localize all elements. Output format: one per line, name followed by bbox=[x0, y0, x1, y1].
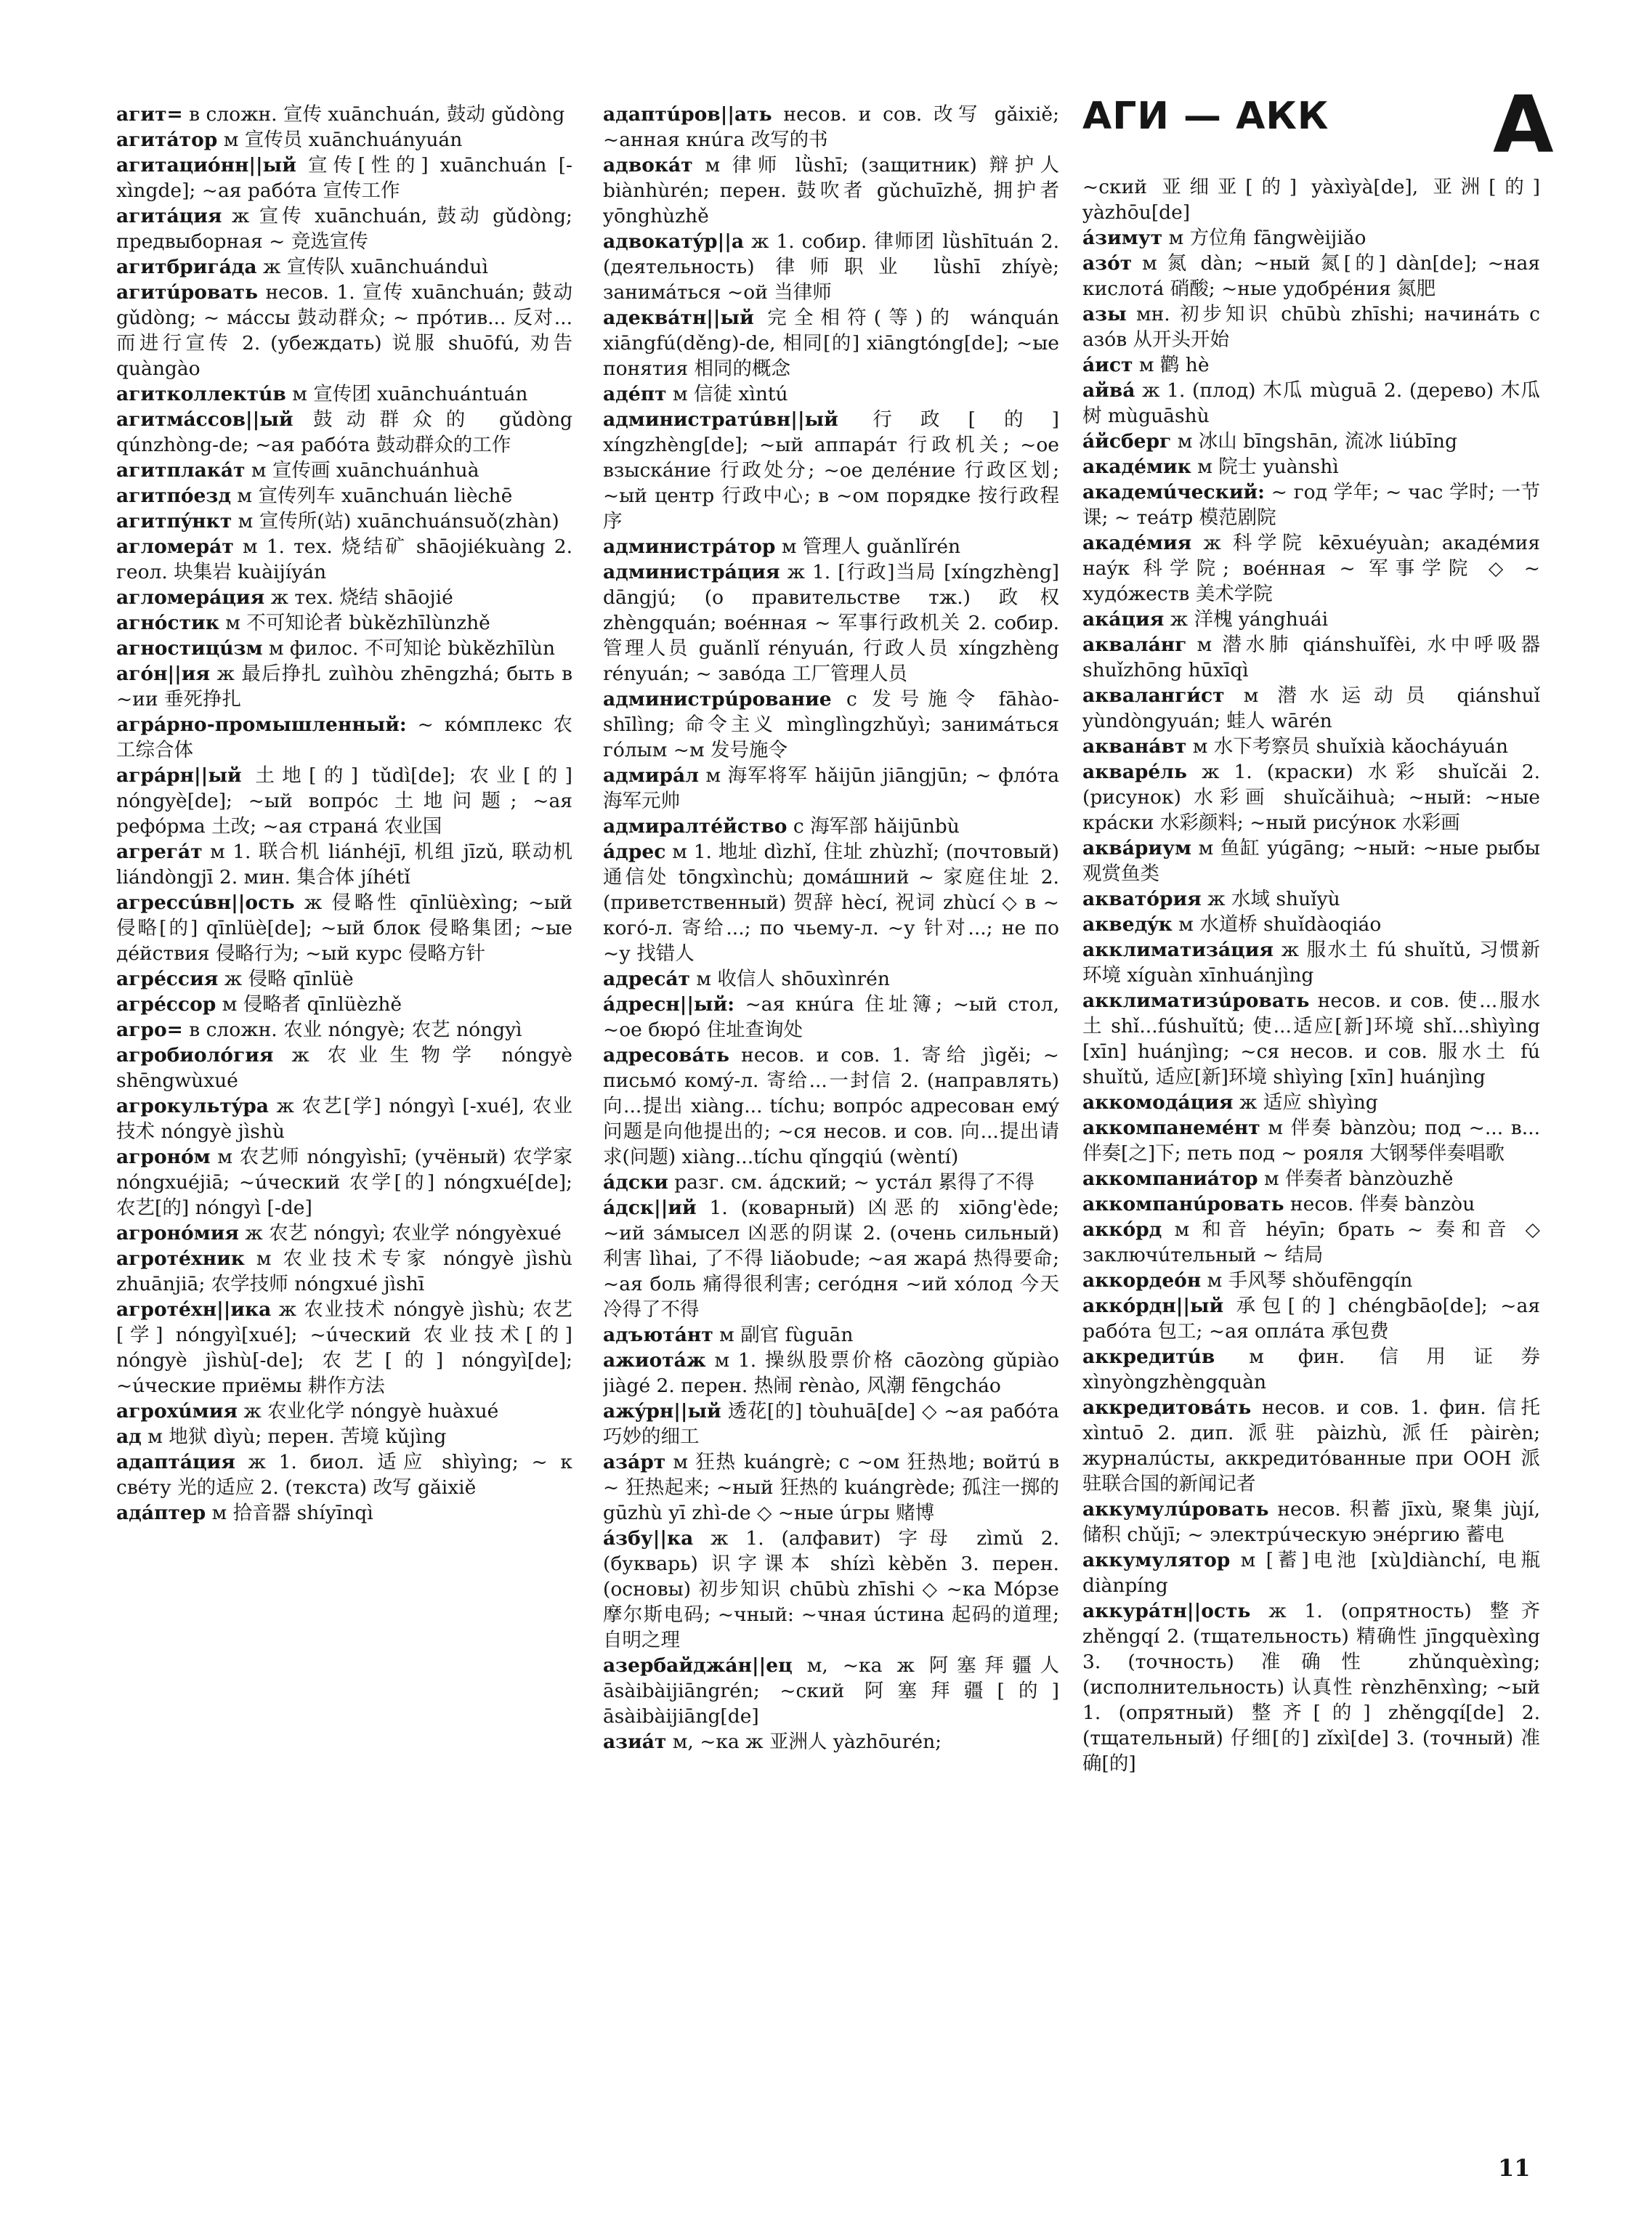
entry-headword: акклиматизáция bbox=[1082, 939, 1274, 961]
entry-definition: ~ год 学年; ~ час 学时; 一节课; ~ теáтр 模范剧院 bbox=[1082, 481, 1540, 529]
entry-definition: ж 宣传 xuānchuán, 鼓动 gǔdòng; предвыборная ~ 竞选宣传 bbox=[116, 205, 572, 253]
entry-headword: аквалáнг bbox=[1082, 634, 1187, 656]
entry-headword: акварéль bbox=[1082, 761, 1187, 783]
dictionary-entry bbox=[603, 229, 1059, 305]
dictionary-entry bbox=[116, 1297, 572, 1399]
entry-headword: азы bbox=[1082, 303, 1127, 325]
dictionary-entry bbox=[603, 407, 1059, 534]
entry-definition: несов. и сов. 1. фин. 信托 xìntuō 2. дип. 派驻 pàizhù, 派任 pàirèn; журналúсты, аккредитóванные при ООН 派驻联合国的新闻记者 bbox=[1082, 1396, 1540, 1495]
dictionary-entry bbox=[1082, 480, 1540, 530]
dictionary-entry bbox=[116, 1043, 572, 1093]
entry-headword: агностицúзм bbox=[116, 637, 263, 660]
dictionary-entry bbox=[1082, 429, 1540, 454]
entry-definition: м 农艺师 nóngyìshī; (учёный) 农学家 nóngxuéjiā; ~úческий 农学[的] nóngxué[de]; 农艺[的] nóngyì [-de] bbox=[116, 1146, 572, 1219]
entry-definition: ж 1. (плод) 木瓜 mùguā 2. (дерево) 木瓜树 mùguāshù bbox=[1082, 379, 1540, 427]
entry-definition: м 潜水肺 qiánshuǐfèi, 水中呼吸器 shuǐzhōng hūxīqì bbox=[1082, 634, 1540, 681]
dictionary-entry bbox=[603, 102, 1059, 153]
dictionary-entry bbox=[603, 1170, 1059, 1195]
entry-headword: агитпóезд bbox=[116, 485, 231, 507]
dictionary-entry bbox=[116, 992, 572, 1017]
dictionary-entry bbox=[603, 687, 1059, 763]
dictionary-entry bbox=[116, 610, 572, 636]
dictionary-entry bbox=[603, 966, 1059, 992]
dictionary-entry bbox=[116, 127, 572, 153]
dictionary-entry bbox=[1082, 378, 1540, 429]
entry-headword: агитáция bbox=[116, 205, 222, 227]
entry-definition: м 律师 lǜshī; (защитник) 辩护人 biànhùrén; перен. 鼓吹者 gǔchuīzhě, 拥护者 yōnghùzhě bbox=[603, 154, 1059, 227]
dictionary-entry bbox=[1082, 759, 1540, 836]
dictionary-entry bbox=[1082, 1293, 1540, 1344]
entry-definition: ж 侵略 qīnlüè bbox=[218, 968, 354, 990]
entry-definition: м [蓄]电池 [xù]diànchí, 电瓶 diànpíng bbox=[1082, 1549, 1540, 1597]
entry-headword: агробиолóгия bbox=[116, 1044, 274, 1067]
entry-headword: агитплакáт bbox=[116, 459, 246, 482]
entry-definition: несов. и сов. 使...服水土 shǐ...fúshuǐtǔ; 使...适应[新]环境 shǐ...shìyìng [xīn] huánjìng; ~ся несов. и сов. 服水土 fú shuǐtǔ, 适应[新]环境 shìyìng [xīn] huánjìng bbox=[1082, 990, 1540, 1088]
dictionary-entry bbox=[1082, 302, 1540, 352]
entry-headword: агрохúмия bbox=[116, 1400, 238, 1423]
dictionary-entry bbox=[1082, 454, 1540, 480]
dictionary-entry bbox=[116, 1246, 572, 1297]
entry-definition: в сложн. 宣传 xuānchuán, 鼓动 gǔdòng bbox=[182, 103, 565, 126]
dictionary-entry bbox=[1082, 1166, 1540, 1192]
entry-headword: аккомпанúровать bbox=[1082, 1193, 1284, 1215]
dictionary-entry bbox=[603, 1195, 1059, 1322]
entry-headword: áйсберг bbox=[1082, 430, 1172, 453]
dictionary-entry bbox=[1082, 225, 1540, 251]
entry-headword: агóн||ия bbox=[116, 663, 210, 685]
dictionary-entry bbox=[116, 407, 572, 458]
dictionary-entry bbox=[116, 381, 572, 407]
entry-definition: м 鱼缸 yúgāng; ~ный: ~ные рыбы 观赏鱼类 bbox=[1082, 837, 1540, 885]
entry-headword: ажиотáж bbox=[603, 1349, 706, 1372]
entry-headword: азербайджáн||ец bbox=[603, 1654, 793, 1677]
dictionary-entry bbox=[1082, 1115, 1540, 1166]
entry-headword: агитáтор bbox=[116, 129, 218, 151]
entry-definition: 土地[的] tǔdì[de]; 农业[的] nóngyè[de]; ~ый вопрóс 土地问题; ~ая рефóрма 土改; ~ая странá 农业国 bbox=[116, 764, 572, 838]
entry-definition: ~ая кнúга 住址簿; ~ый стол, ~ое бюрó 住址查询处 bbox=[603, 993, 1059, 1041]
entry-headword: акклиматизúровать bbox=[1082, 990, 1310, 1012]
dictionary-entry bbox=[116, 153, 572, 203]
entry-headword: адáптер bbox=[116, 1502, 206, 1524]
dictionary-entry bbox=[116, 712, 572, 763]
dictionary-entry bbox=[1082, 1548, 1540, 1598]
entry-definition: м 水下考察员 shuǐxià kǎocháyuán bbox=[1186, 735, 1508, 758]
dictionary-entry bbox=[1082, 632, 1540, 683]
dictionary-entry bbox=[603, 1653, 1059, 1729]
dictionary-entry bbox=[603, 839, 1059, 966]
entry-headword: адéпт bbox=[603, 383, 667, 405]
entry-headword: аккордеóн bbox=[1082, 1269, 1202, 1292]
entry-definition: м 收信人 shōuxìnrén bbox=[689, 968, 890, 990]
entry-headword: áист bbox=[1082, 354, 1133, 376]
entry-headword: администрáтор bbox=[603, 535, 776, 558]
entry-definition: м 鹳 hè bbox=[1133, 354, 1210, 376]
entry-headword: адресáт bbox=[603, 968, 690, 990]
entry-headword: агит= bbox=[116, 103, 183, 126]
entry-definition: м 不可知论者 bùkězhīlùnzhě bbox=[219, 612, 490, 634]
entry-headword: академúческий: bbox=[1082, 481, 1265, 503]
dictionary-column-2 bbox=[603, 102, 1059, 2172]
entry-definition: ж 宣传队 xuānchuánduì bbox=[256, 256, 488, 278]
entry-definition: м 宣传员 xuānchuányuán bbox=[217, 129, 463, 151]
entry-headword: áзбу||ка bbox=[603, 1527, 694, 1550]
entry-headword: агрокультýра bbox=[116, 1095, 269, 1117]
entry-definition: ~ кóмплекс 农工综合体 bbox=[116, 713, 572, 761]
entry-definition: м 潜水运动员 qiánshuǐ yùndòngyuán; 蛙人 wārén bbox=[1082, 684, 1540, 732]
dictionary-entry bbox=[603, 1449, 1059, 1526]
entry-definition: м 宣传所(站) xuānchuánsuǒ(zhàn) bbox=[232, 510, 559, 533]
dictionary-entry bbox=[603, 1322, 1059, 1348]
dictionary-entry bbox=[116, 534, 572, 585]
entry-headword: агнóстик bbox=[116, 612, 219, 634]
entry-headword: агломерáт bbox=[116, 535, 234, 558]
entry-headword: ажýрн||ый bbox=[603, 1400, 721, 1423]
dictionary-entry bbox=[116, 483, 572, 509]
entry-headword: агрáрн||ый bbox=[116, 764, 242, 787]
entry-headword: азáрт bbox=[603, 1451, 666, 1473]
entry-headword: адмирáл bbox=[603, 764, 699, 787]
entry-headword: агитбригáда bbox=[116, 256, 257, 278]
entry-definition: м, ~ка ж 亚洲人 yàzhōurén; bbox=[666, 1731, 942, 1753]
entry-headword: áдски bbox=[603, 1171, 668, 1194]
entry-headword: адъютáнт bbox=[603, 1324, 713, 1346]
dictionary-entry bbox=[116, 585, 572, 610]
entry-headword: аккумулúровать bbox=[1082, 1498, 1269, 1521]
entry-definition: ж 1. собир. 律师团 lǜshītuán 2. (деятельность) 律师职业 lǜshī zhíyè; занимáться ~ой 当律师 bbox=[603, 230, 1059, 304]
dictionary-entry bbox=[1082, 1217, 1540, 1268]
dictionary-entry bbox=[1082, 1192, 1540, 1217]
entry-headword: аккомпаниáтор bbox=[1082, 1168, 1258, 1190]
entry-headword: акванáвт bbox=[1082, 735, 1187, 758]
entry-definition: ж 农业生物学 nóngyè shēngwùxué bbox=[116, 1044, 572, 1092]
dictionary-entry bbox=[1082, 607, 1540, 632]
dictionary-entry bbox=[116, 839, 572, 890]
entry-headword: азóт bbox=[1082, 252, 1133, 275]
entry-definition: 1. (коварный) 凶恶的 xiōng'ède; ~ий зáмысел 凶恶的阴谋 2. (очень сильный) 利害 lìhai, 了不得 liǎobude; ~ая жарá 热得要命; ~ая боль 痛得很利害; сегóдня ~ий хóлод 今天冷得了不得 bbox=[603, 1197, 1059, 1321]
dictionary-entry bbox=[116, 661, 572, 712]
entry-headword: аквáриум bbox=[1082, 837, 1192, 859]
dictionary-entry bbox=[603, 153, 1059, 229]
dictionary-entry bbox=[603, 1043, 1059, 1170]
entry-definition: м 冰山 bīngshān, 流冰 liúbīng bbox=[1171, 430, 1457, 453]
entry-definition: несов. и сов. 1. 寄给 jìgěi; ~ письмó комý-л. 寄给...一封信 2. (направлять) 向...提出 xiàng... tíchu; вопрóс адресован емý 问题是向他提出的; ~ся несов. и сов. 向...提出请求(问题) xiàng...tíchu qǐngqiú (wèntí) bbox=[603, 1044, 1059, 1168]
entry-definition: 承包[的] chéngbāo[de]; ~ая рабóта 包工; ~ая оплáта 承包费 bbox=[1082, 1295, 1540, 1343]
entry-definition: ж 1. биол. 适应 shìyìng; ~ к свéту 光的适应 2. (текста) 改写 gǎixiě bbox=[116, 1451, 572, 1499]
dictionary-entry bbox=[603, 814, 1059, 839]
entry-headword: адеквáтн||ый bbox=[603, 307, 754, 329]
entry-definition: в сложн. 农业 nóngyè; 农艺 nóngyì bbox=[182, 1019, 522, 1041]
entry-definition: ж 1. [行政]当局 [xíngzhèng] dāngjú; (о правительстве тж.) 政权 zhèngquán; воéнная ~ 军事行政机关 2. собир. 管理人员 guǎnlǐ rényuán, 行政人员 xíngzhèng rényuán; ~ завóда 工厂管理人员 bbox=[603, 561, 1059, 685]
entry-definition: ж 农艺[学] nóngyì [-xué], 农业技术 nóngyè jìshù bbox=[116, 1095, 572, 1143]
entry-headword: аккурáтн||ость bbox=[1082, 1600, 1251, 1622]
dictionary-entry bbox=[1082, 174, 1540, 225]
running-head-range: АГИ — АКК bbox=[1082, 94, 1329, 138]
entry-headword: адаптáция bbox=[116, 1451, 235, 1473]
entry-headword: администратúвн||ый bbox=[603, 408, 838, 431]
dictionary-entry bbox=[1082, 1344, 1540, 1395]
dictionary-entry bbox=[116, 1399, 572, 1424]
dictionary-entry bbox=[116, 966, 572, 992]
entry-definition: с 发号施令 fāhào-shīlìng; 命令主义 mìnglìngzhǔyì; занимáться гóлым ~м 发号施令 bbox=[603, 688, 1059, 761]
dictionary-entry bbox=[116, 509, 572, 534]
entry-definition: ж 农艺 nóngyì; 农业学 nóngyèxué bbox=[238, 1222, 562, 1245]
entry-headword: адвокáт bbox=[603, 154, 693, 177]
entry-headword: адвокатýр||а bbox=[603, 230, 745, 253]
entry-headword: аккомпанемéнт bbox=[1082, 1117, 1260, 1139]
entry-definition: м фин. 信用证券 xìnyòngzhèngquàn bbox=[1082, 1346, 1540, 1393]
entry-definition: ж 农业技术 nóngyè jìshù; 农艺[学] nóngyì[xué]; ~úческий 农业技术[的] nóngyè jìshù[-de]; 农艺[的] nóngyì[de]; ~úческие приёмы 耕作方法 bbox=[116, 1298, 572, 1397]
dictionary-entry bbox=[116, 458, 572, 483]
entry-headword: áдск||ий bbox=[603, 1197, 697, 1219]
dictionary-entry bbox=[116, 636, 572, 661]
entry-headword: акведýк bbox=[1082, 913, 1173, 936]
entry-definition: м 1. тех. 烧结矿 shāojiékuàng 2. геол. 块集岩 kuàijíyán bbox=[116, 535, 572, 583]
entry-definition: 完全相符(等)的 wánquán xiāngfú(děng)-de, 相同[的] xiāngtóng[de]; ~ые понятия 相同的概念 bbox=[603, 307, 1059, 380]
entry-definition: ж 侵略性 qīnlüèxìng; ~ый 侵略[的] qīnlüè[de]; ~ый блок 侵略集团; ~ые дéйствия 侵略行为; ~ый курс 侵略方针 bbox=[116, 891, 572, 965]
entry-headword: агитпýнкт bbox=[116, 510, 232, 533]
entry-headword: акадéмик bbox=[1082, 456, 1191, 478]
dictionary-entry bbox=[116, 280, 572, 381]
dictionary-entry bbox=[1082, 988, 1540, 1090]
entry-headword: агитколлектúв bbox=[116, 383, 286, 405]
section-letter: А bbox=[1493, 80, 1554, 171]
entry-definition: м 拾音器 shíyīnqì bbox=[206, 1502, 373, 1524]
entry-headword: агрéссор bbox=[116, 993, 216, 1016]
entry-definition: м 1. 地址 dìzhǐ, 住址 zhùzhǐ; (почтовый) 通信处 tōngxìnchù; домáшний ~ 家庭住址 2. (приветственный) 贺辞 hècí, 祝词 zhùcí ◇ в ~ когó-л. 寄给...; по чьему-л. ~у 针对...; не по ~у 找错人 bbox=[603, 841, 1059, 965]
entry-definition: м 院士 yuànshì bbox=[1191, 456, 1339, 478]
dictionary-entry bbox=[603, 534, 1059, 559]
dictionary-entry bbox=[116, 1093, 572, 1144]
entry-headword: агротéхн||ика bbox=[116, 1298, 272, 1321]
entry-definition: м филос. 不可知论 bùkězhīlùn bbox=[262, 637, 556, 660]
dictionary-column-3 bbox=[1082, 174, 1540, 2169]
dictionary-entry bbox=[1082, 530, 1540, 607]
entry-headword: агронóмия bbox=[116, 1222, 239, 1245]
entry-definition: несов. 积蓄 jīxù, 聚集 jùjí, 储积 chǔjī; ~ электрúческую энéргию 蓄电 bbox=[1082, 1498, 1540, 1546]
entry-definition: 行政[的] xíngzhèng[de]; ~ый аппарáт 行政机关; ~ое взыскáние 行政处分; ~ое делéние 行政区划; ~ый центр 行政中心; в ~ом порядке 按行政程序 bbox=[603, 408, 1059, 533]
entry-definition: 透花[的] tòuhuā[de] ◇ ~ая рабóта 巧妙的细工 bbox=[603, 1400, 1059, 1448]
entry-headword: адаптúров||ать bbox=[603, 103, 772, 126]
dictionary-entry bbox=[116, 890, 572, 966]
dictionary-entry bbox=[1082, 1090, 1540, 1115]
dictionary-column-1 bbox=[116, 102, 572, 2172]
entry-definition: м 副官 fùguān bbox=[713, 1324, 854, 1346]
entry-headword: áдрес bbox=[603, 841, 666, 863]
entry-definition: несов. 伴奏 bànzòu bbox=[1284, 1193, 1475, 1215]
entry-definition: м, ~ка ж 阿塞拜疆人 āsàibàijiāngrén; ~ский 阿塞拜疆[的] āsàibàijiāng[de] bbox=[603, 1654, 1059, 1728]
dictionary-entry bbox=[1082, 1395, 1540, 1497]
entry-definition: несов. и сов. 改写 gǎixiě; ~анная кнúга 改写的书 bbox=[603, 103, 1059, 151]
entry-headword: áдресн||ый: bbox=[603, 993, 735, 1016]
entry-definition: ж 农业化学 nóngyè huàxué bbox=[237, 1400, 499, 1423]
entry-definition: м 水道桥 shuǐdàoqiáo bbox=[1172, 913, 1382, 936]
entry-definition: м 和音 héyīn; брать ~ 奏和音 ◇ заключúтельный ~ 结局 bbox=[1082, 1218, 1540, 1266]
entry-definition: ~ский 亚细亚[的] yàxìyà[de], 亚洲[的] yàzhōu[de] bbox=[1082, 176, 1540, 224]
entry-headword: адресовáть bbox=[603, 1044, 730, 1067]
entry-definition: м 方位角 fāngwèijiǎo bbox=[1162, 227, 1366, 249]
entry-definition: ж 洋槐 yánghuái bbox=[1164, 608, 1329, 631]
entry-definition: м 1. 操纵股票价格 cāozòng gǔpiào jiàgé 2. перен. 热闹 rènào, 风潮 fēngcháo bbox=[603, 1349, 1059, 1397]
entry-definition: м 手风琴 shǒufēngqín bbox=[1201, 1269, 1413, 1292]
entry-definition: разг. см. áдский; ~ устáл 累得了不得 bbox=[668, 1171, 1034, 1194]
entry-definition: м 侵略者 qīnlüèzhě bbox=[216, 993, 402, 1016]
dictionary-entry bbox=[116, 203, 572, 254]
entry-definition: м 狂热 kuángrè; с ~ом 狂热地; войтú в ~ 狂热起来; ~ный 狂热的 kuángrède; 孤注一掷的 gūzhù yī zhì-de ◇ ~ные úгры 赌博 bbox=[603, 1451, 1059, 1524]
dictionary-entry bbox=[1082, 1268, 1540, 1293]
entry-headword: агрéссия bbox=[116, 968, 219, 990]
entry-headword: аккумулятор bbox=[1082, 1549, 1231, 1571]
dictionary-entry bbox=[1082, 886, 1540, 912]
entry-headword: агитúровать bbox=[116, 281, 258, 304]
entry-definition: ж 1. (краски) 水彩 shuǐcǎi 2. (рисунок) 水彩画 shuǐcǎihuà; ~ный: ~ные крáски 水彩颜料; ~ный рисýнок 水彩画 bbox=[1082, 761, 1540, 834]
entry-definition: м 宣传列车 xuānchuán lièchē bbox=[231, 485, 513, 507]
entry-headword: акадéмия bbox=[1082, 532, 1192, 554]
dictionary-entry bbox=[603, 1399, 1059, 1449]
entry-headword: агитациóнн||ый bbox=[116, 154, 296, 177]
dictionary-entry bbox=[1082, 937, 1540, 988]
entry-headword: агрегáт bbox=[116, 841, 203, 863]
entry-headword: агро= bbox=[116, 1019, 183, 1041]
entry-definition: несов. 1. 宣传 xuānchuán; 鼓动 gǔdòng; ~ мáссы 鼓动群众; ~ прóтив... 反对...而进行宣传 2. (убеждать) 说服 shuōfú, 劝告 quàngào bbox=[116, 281, 572, 380]
entry-headword: аккóрд bbox=[1082, 1218, 1162, 1241]
dictionary-entry bbox=[116, 1500, 572, 1526]
entry-headword: ад bbox=[116, 1425, 142, 1448]
dictionary-entry bbox=[603, 559, 1059, 687]
dictionary-entry bbox=[1082, 251, 1540, 302]
entry-headword: акватóрия bbox=[1082, 888, 1202, 910]
entry-definition: ж 服水土 fú shuǐtǔ, 习惯新环境 xíguàn xīnhuánjìng bbox=[1082, 939, 1540, 987]
entry-definition: ж 最后挣扎 zuìhòu zhēngzhá; быть в ~ии 垂死挣扎 bbox=[116, 663, 572, 711]
entry-definition: м 宣传团 xuānchuántuán bbox=[286, 383, 528, 405]
entry-definition: м 地狱 dìyù; перен. 苦境 kǔjìng bbox=[141, 1425, 447, 1448]
entry-headword: агрáрно-промышленный: bbox=[116, 713, 407, 736]
entry-headword: áзимут bbox=[1082, 227, 1163, 249]
entry-headword: агронóм bbox=[116, 1146, 211, 1168]
entry-definition: ж 1. (опрятность) 整齐 zhěngqí 2. (тщательность) 精确性 jīngquèxìng 3. (точность) 准确性 zhǔnquèxìng; (исполнительность) 认真性 rènzhēnxìng; ~ый 1. (опрятный) 整齐[的] zhěngqí[de] 2. (тщательный) 仔细[的] zǐxì[de] 3. (точный) 准确[的] bbox=[1082, 1600, 1540, 1775]
entry-definition: ж 适应 shìyìng bbox=[1233, 1091, 1378, 1114]
dictionary-entry bbox=[116, 1424, 572, 1449]
entry-headword: администрáция bbox=[603, 561, 780, 583]
dictionary-entry bbox=[603, 305, 1059, 381]
dictionary-entry bbox=[1082, 1598, 1540, 1776]
dictionary-entry bbox=[603, 1348, 1059, 1399]
entry-headword: администрúрование bbox=[603, 688, 832, 711]
dictionary-entry bbox=[116, 1017, 572, 1043]
entry-definition: м 信徒 xìntú bbox=[666, 383, 788, 405]
entry-definition: м 氮 dàn; ~ный 氮[的] dàn[de]; ~ная кислотá 硝酸; ~ные удобрéния 氮肥 bbox=[1082, 252, 1540, 300]
dictionary-entry bbox=[116, 1221, 572, 1246]
entry-headword: аккомодáция bbox=[1082, 1091, 1234, 1114]
dictionary-entry bbox=[603, 1526, 1059, 1653]
entry-definition: 宣传[性的] xuānchuán [-xìngde]; ~ая рабóта 宣传工作 bbox=[116, 154, 572, 202]
entry-headword: агитмáссов||ый bbox=[116, 408, 293, 431]
entry-definition: ж 1. (алфавит) 字母 zìmǔ 2. (букварь) 识字课本 shízì kèběn 3. перен. (основы) 初步知识 chūbù zhīshi ◇ ~ка Мóрзе 摩尔斯电码; ~чный: ~чная úстина 起码的道理; 自明之理 bbox=[603, 1527, 1059, 1651]
dictionary-entry bbox=[116, 1449, 572, 1500]
entry-headword: агломерáция bbox=[116, 586, 265, 609]
entry-definition: м 农业技术专家 nóngyè jìshù zhuānjiā; 农学技师 nóngxué jìshī bbox=[116, 1247, 572, 1295]
entry-definition: ж 科学院 kēxuéyuàn; акадéмия наýк 科学院; воéнная ~ 军事学院 ◇ ~ худóжеств 美术学院 bbox=[1082, 532, 1540, 605]
entry-definition: м 宣传画 xuānchuánhuà bbox=[245, 459, 479, 482]
dictionary-entry bbox=[1082, 836, 1540, 886]
dictionary-entry bbox=[116, 102, 572, 127]
dictionary-entry bbox=[603, 381, 1059, 407]
entry-headword: акáция bbox=[1082, 608, 1165, 631]
dictionary-entry bbox=[603, 763, 1059, 814]
entry-definition: м 1. 联合机 liánhéjī, 机组 jīzǔ, 联动机 liándòngjī 2. мин. 集合体 jíhétǐ bbox=[116, 841, 572, 889]
dictionary-entry bbox=[603, 992, 1059, 1043]
entry-definition: ж 水域 shuǐyù bbox=[1201, 888, 1340, 910]
entry-definition: м 海军将军 hǎijūn jiāngjūn; ~ флóта 海军元帅 bbox=[603, 764, 1059, 812]
entry-definition: м 伴奏者 bànzòuzhě bbox=[1258, 1168, 1454, 1190]
dictionary-entry bbox=[116, 1144, 572, 1221]
entry-definition: мн. 初步知识 chūbù zhīshi; начинáть с азóв 从开头开始 bbox=[1082, 303, 1540, 351]
dictionary-entry bbox=[1082, 352, 1540, 378]
entry-definition: ж тех. 烧结 shāojié bbox=[264, 586, 453, 609]
entry-definition: м 伴奏 bànzòu; под ~... в... 伴奏[之]下; петь под ~ рояля 大钢琴伴奏唱歌 bbox=[1082, 1117, 1540, 1165]
entry-definition: 鼓动群众的 gǔdòng qúnzhòng-de; ~ая рабóта 鼓动群众的工作 bbox=[116, 408, 572, 456]
dictionary-entry bbox=[116, 254, 572, 280]
entry-headword: аккóрдн||ый bbox=[1082, 1295, 1224, 1317]
dictionary-entry bbox=[116, 763, 572, 839]
entry-headword: азиáт bbox=[603, 1731, 667, 1753]
entry-headword: айвá bbox=[1082, 379, 1135, 402]
dictionary-entry bbox=[603, 1729, 1059, 1755]
entry-headword: акваланги́ст bbox=[1082, 684, 1225, 707]
page-number: 11 bbox=[1498, 2154, 1531, 2182]
entry-definition: с 海军部 hǎijūnbù bbox=[787, 815, 960, 838]
entry-headword: аккредитовáть bbox=[1082, 1396, 1252, 1419]
entry-headword: агротéхник bbox=[116, 1247, 245, 1270]
entry-headword: аккредитúв bbox=[1082, 1346, 1215, 1368]
dictionary-entry bbox=[1082, 683, 1540, 734]
entry-headword: адмиралтéйство bbox=[603, 815, 787, 838]
dictionary-entry bbox=[1082, 734, 1540, 759]
dictionary-entry bbox=[1082, 1497, 1540, 1548]
entry-headword: агрессúвн||ость bbox=[116, 891, 295, 914]
dictionary-entry bbox=[1082, 912, 1540, 937]
entry-definition: м 管理人 guǎnlǐrén bbox=[775, 535, 961, 558]
